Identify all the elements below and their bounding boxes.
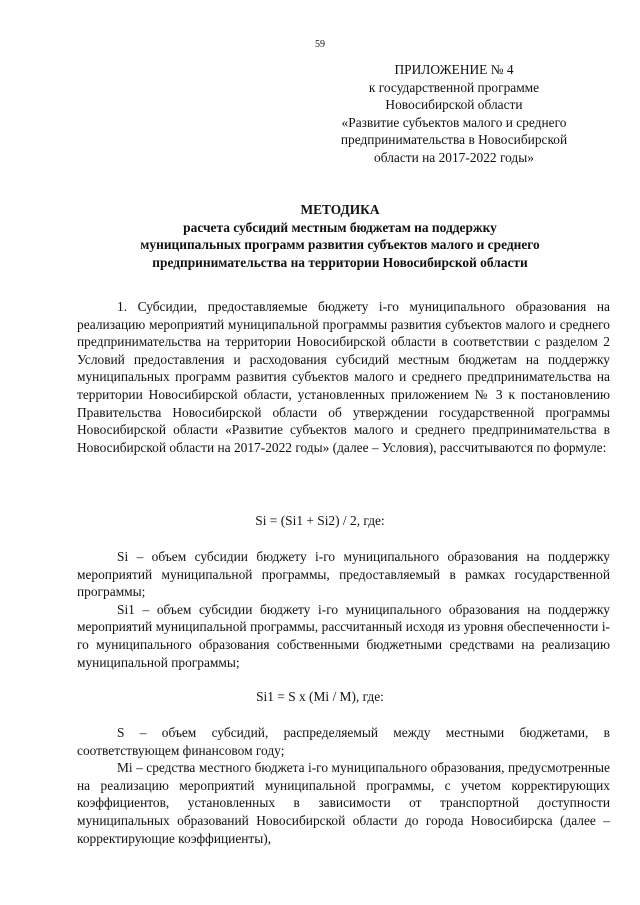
- page-number: 59: [315, 39, 325, 50]
- body-section-3: [77, 724, 610, 847]
- definition-s: S – объем субсидий, распределяемый между местными бюджетами, в соответствующем финансовом году;: [77, 725, 610, 758]
- appendix-line: области на 2017-2022 годы»: [374, 149, 534, 165]
- formula-si: Si = (Si1 + Si2) / 2, где:: [255, 513, 385, 528]
- title-line: расчета субсидий местным бюджетам на поддержку: [183, 219, 497, 235]
- body-section-2: [77, 548, 610, 671]
- title-heading: МЕТОДИКА: [300, 202, 380, 217]
- appendix-line: предпринимательства в Новосибирской: [340, 132, 568, 148]
- title-line: предпринимательства на территории Новосибирской области: [152, 254, 528, 270]
- appendix-line: «Развитие субъектов малого и среднего: [341, 114, 567, 130]
- appendix-line: Новосибирской области: [385, 97, 523, 113]
- title-line: муниципальных программ развития субъектов малого и среднего: [140, 237, 540, 253]
- body-section-1: [77, 298, 610, 456]
- definition-si: Si – объем субсидии бюджету i-го муниципального образования на поддержку мероприятий муниципальной программы, предоставляемый в рамках государственной программы;: [77, 549, 610, 600]
- definition-si1: Si1 – объем субсидии бюджету i-го муниципального образования на поддержку мероприятий муниципальной программы, рассчитанный исходя из уровня обеспеченности i-го муниципального образования собственными бюджетными средствами на реализацию муниципальной программы;: [77, 601, 610, 670]
- paragraph-subsidies: 1. Субсидии, предоставляемые бюджету i-го муниципального образования на реализацию мероприятий муниципальной программы развития субъектов малого и среднего предпринимательства на территории Новосибирской области в соответствии с разделом 2 Условий предоставления и расходования субсидий местным бюджетам на поддержку муниципальных программ развития субъектов малого и среднего предпринимательства на территории Новосибирской области, установленных приложением № 3 к постановлению Правительства Новосибирской области об утверждении государственной программы Новосибирской области «Развитие субъектов малого и среднего предпринимательства в Новосибирской области на 2017-2022 годы» (далее – Условия), рассчитываются по формуле:: [77, 299, 610, 455]
- definition-mi: Mi – средства местного бюджета i-го муниципального образования, предусмотренные на реализацию мероприятий муниципальной программы, с учетом корректирующих коэффициентов, установленных в зависимости от транспортной доступности муниципальных образований Новосибирской области до города Новосибирска (далее – корректирующие коэффициенты),: [77, 760, 610, 846]
- appendix-header: [330, 61, 578, 167]
- appendix-line: к государственной программе: [368, 79, 540, 95]
- appendix-title: ПРИЛОЖЕНИЕ № 4: [394, 62, 514, 77]
- document-title: [60, 201, 620, 271]
- formula-si1: Si1 = S x (Mi / M), где:: [256, 689, 384, 704]
